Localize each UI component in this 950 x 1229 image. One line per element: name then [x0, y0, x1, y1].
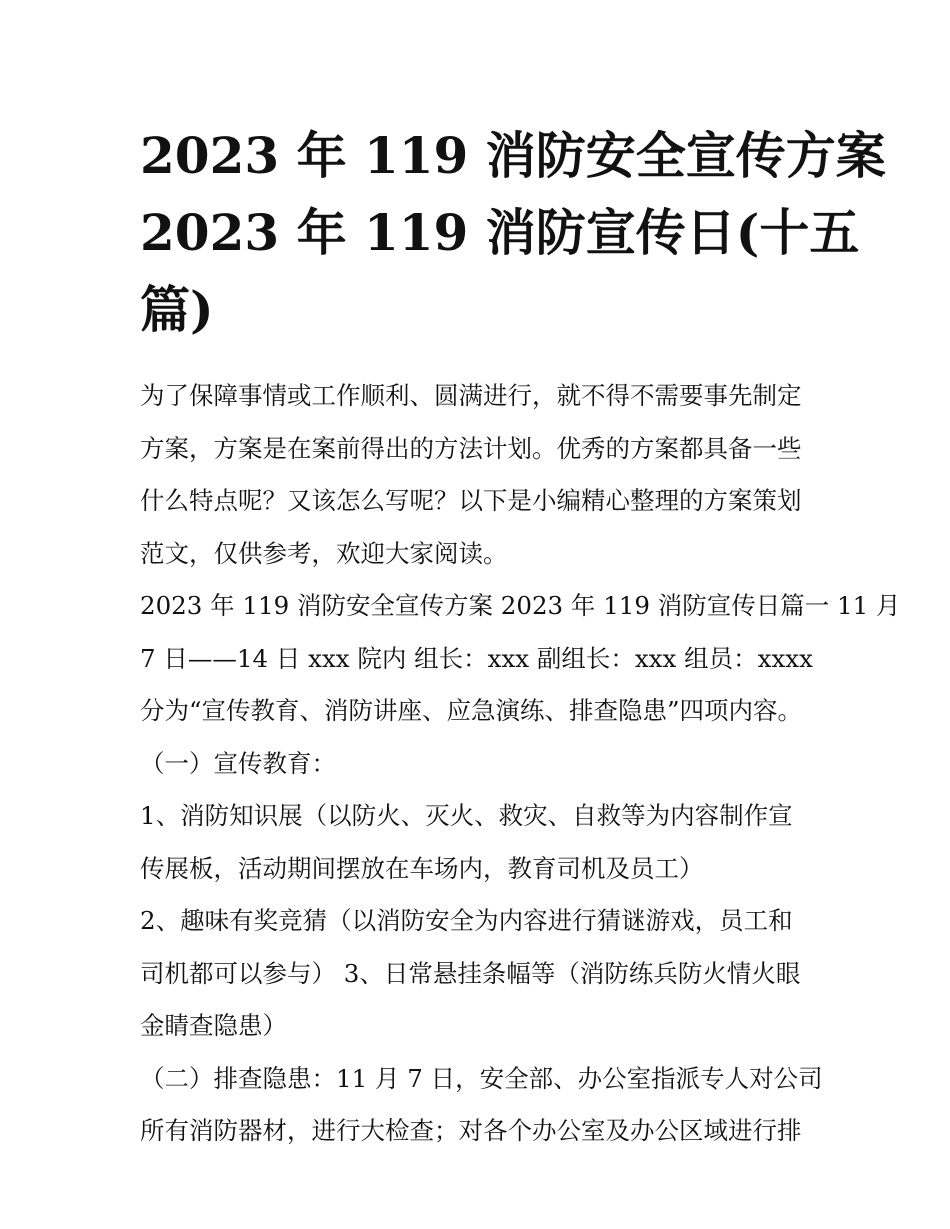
body-line: 司机都可以参与） 3、日常悬挂条幅等（消防练兵防火情火眼 — [140, 958, 801, 988]
document-body — [140, 370, 901, 1158]
title-line: 2023 年 119 消防安全宣传方案 — [140, 126, 886, 185]
body-line: 分为“宣传教育、消防讲座、应急演练、排查隐患”四项内容。 — [140, 696, 803, 725]
body-line: 所有消防器材，进行大检查；对各个办公室及办公区域进行排 — [140, 1116, 802, 1145]
title-line: 篇) — [140, 280, 214, 339]
body-line: 方案，方案是在案前得出的方法计划。优秀的方案都具备一些 — [140, 433, 802, 463]
title-line: 2023 年 119 消防宣传日(十五 — [140, 203, 860, 262]
document-page — [140, 117, 901, 1158]
body-line: 为了保障事情或工作顺利、圆满进行，就不得不需要事先制定 — [140, 381, 802, 410]
body-line: （一）宣传教育： — [140, 748, 336, 778]
body-line: （二）排查隐患：11 月 7 日，安全部、办公室指派专人对公司 — [140, 1063, 823, 1093]
body-line: 2023 年 119 消防安全宣传方案 2023 年 119 消防宣传日篇一 11 月 — [140, 591, 901, 620]
body-line: 什么特点呢？又该怎么写呢？以下是小编精心整理的方案策划 — [140, 486, 802, 515]
body-line: 金睛查隐患） — [140, 1011, 287, 1040]
body-line: 7 日——14 日 xxx 院内 组长：xxx 副组长：xxx 组员：xxxx — [140, 643, 813, 673]
body-line: 传展板，活动期间摆放在车场内，教育司机及员工） — [140, 853, 704, 883]
body-line: 1、消防知识展（以防火、灭火、救灾、自救等为内容制作宣 — [140, 801, 793, 830]
body-line: 2、趣味有奖竞猜（以消防安全为内容进行猜谜游戏，员工和 — [140, 906, 793, 935]
document-title — [140, 117, 886, 348]
body-line: 范文，仅供参考，欢迎大家阅读。 — [140, 538, 508, 568]
